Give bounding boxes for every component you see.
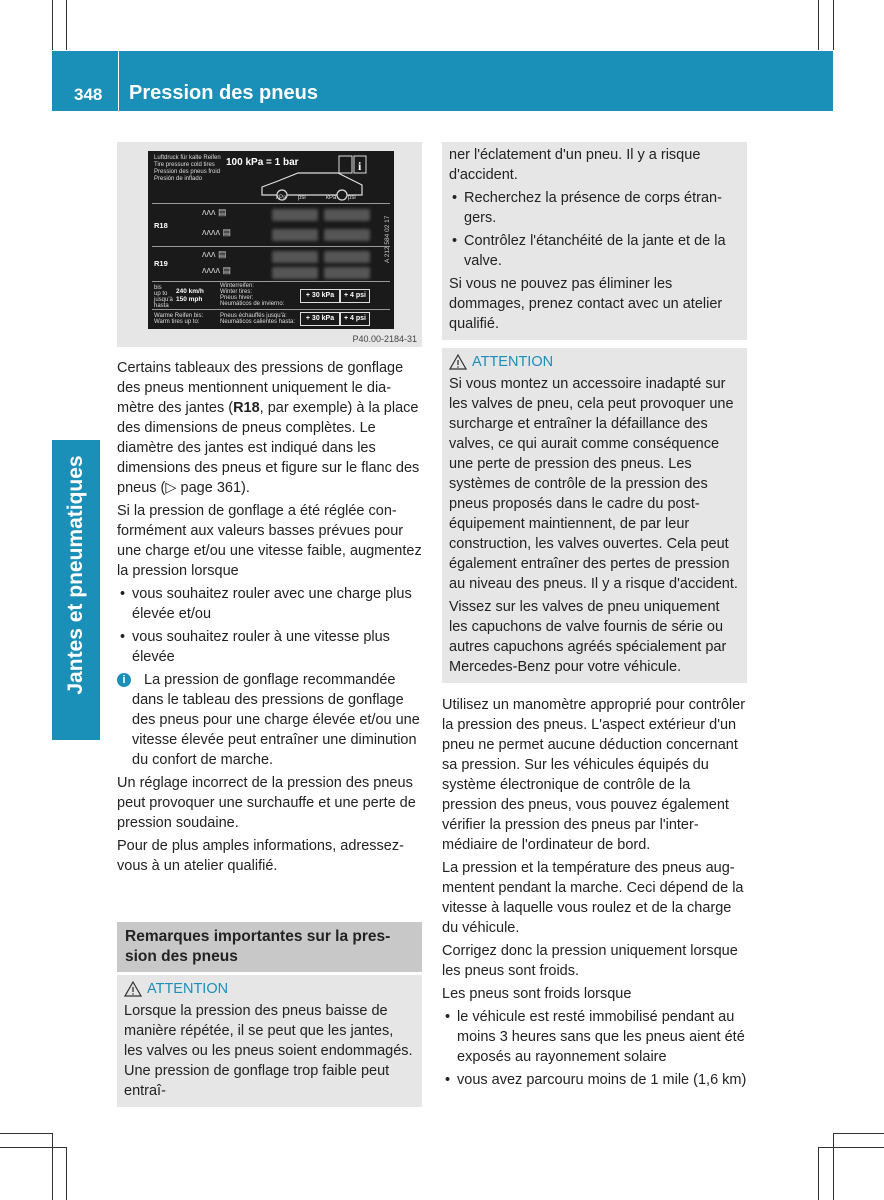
- rim-label: R19: [154, 259, 168, 268]
- load-icon: ᴧᴧᴧ ▤: [202, 249, 227, 259]
- page-title: Pression des pneus: [129, 82, 318, 104]
- crop-mark: [66, 0, 67, 50]
- speed-line: up to: [154, 291, 168, 297]
- tire-pressure-label: [148, 151, 394, 329]
- winter-line: Winterreifen:: [220, 283, 255, 289]
- book-info-icon: [338, 155, 368, 175]
- speed-line: bis: [154, 285, 162, 291]
- paragraph: Si vous ne pouvez pas éliminer les dommages, prenez contact avec un atelier qualifié.: [449, 276, 723, 332]
- load-icon: ᴧᴧᴧ ▤: [202, 207, 227, 217]
- figure-caption: P40.00-2184-31: [352, 334, 417, 344]
- plus-psi-box: + 4 psi: [340, 312, 370, 326]
- crop-mark: [818, 1147, 884, 1148]
- list-item: • Recherchez la présence de corps étrangers.: [449, 188, 740, 228]
- cold-line: Tire pressure cold tires: [154, 162, 215, 168]
- warm-line: Warme Reifen bis:: [154, 313, 204, 319]
- list-item: • Contrôlez l'étanchéité de la jante et de la valve.: [449, 231, 740, 271]
- unit-label: psi: [348, 195, 356, 201]
- warm-line: Neumáticos calientes hasta:: [220, 319, 296, 325]
- header-divider: [118, 51, 119, 111]
- crop-mark: [66, 1147, 67, 1200]
- plus-kpa-box: + 30 kPa: [300, 312, 340, 326]
- unit-label: kPa: [276, 195, 287, 201]
- winter-line: Winter tires:: [220, 289, 253, 295]
- plus-psi-box: + 4 psi: [340, 289, 370, 303]
- unit-label: psi: [298, 195, 306, 201]
- paragraph: ner l'éclatement d'un pneu. Il y a risque d'accident.: [449, 147, 701, 183]
- crop-mark: [818, 1147, 819, 1200]
- attention-box: [117, 975, 422, 1107]
- paragraph: La pression et la température des pneus augmentent pendant la marche. Ceci dépend de la vitesse à laquelle vous roulez et de la charge du véhicule.: [442, 860, 744, 936]
- body-text: [442, 695, 747, 1090]
- crop-mark: [0, 1133, 52, 1134]
- cold-line: Pression des pneus froid: [154, 169, 221, 175]
- tire-pressure-label-figure: [117, 142, 422, 347]
- rim-label: R18: [154, 221, 168, 230]
- speed-value: 150 mph: [176, 296, 203, 303]
- attention-text: Vissez sur les valves de pneu uniquement les capuchons de valve fournis de série ou autres capuchons agréés spécialement par Mercedes-Benz pour votre véhicule.: [449, 599, 727, 675]
- cold-line: Presión de inflado: [154, 176, 203, 182]
- winter-line: Pneus hiver:: [220, 295, 254, 301]
- load-icon: ᴧᴧᴧᴧ ▤: [202, 227, 232, 237]
- crop-mark: [818, 0, 819, 50]
- speed-line: hasta: [154, 303, 169, 309]
- cold-line: Luftdruck für kalte Reifen: [154, 155, 221, 161]
- crop-mark: [833, 1133, 834, 1200]
- speed-value: 240 km/h: [176, 288, 204, 295]
- label-code: A 212 584 02 17: [384, 215, 391, 263]
- right-column: [442, 142, 747, 1093]
- speed-line: jusqu'à: [154, 297, 173, 303]
- attention-heading: ATTENTION: [449, 352, 740, 372]
- page-number: 348: [74, 85, 103, 104]
- paragraph: Un réglage incorrect de la pression des pneus peut provoquer une surchauffe et une perte de pression soudaine.: [117, 775, 416, 831]
- crop-mark: [52, 1133, 53, 1200]
- svg-text:i: i: [358, 159, 362, 173]
- list-item: • le véhicule est resté immobilisé pendant au moins 3 heures sans que les pneus aient été exposés au rayonnement solaire: [442, 1007, 747, 1067]
- paragraph: Certains tableaux des pressions de gonflage des pneus mentionnent uniquement le diamètre des jantes (R18, par exemple) à la place des dimensions de pneus complètes. Le diamètre des jantes est indiqué dans les dimensions des pneus et figure sur le flanc des pneus (▷ page 361).: [117, 360, 420, 496]
- info-note: i La pression de gonflage recommandée dans le tableau des pressions de gonflage des pneus pour une charge élevée et/ou une vitesse élevée peut entraîner une diminution du confort de marche.: [117, 670, 422, 770]
- crop-mark: [0, 1147, 66, 1148]
- warning-triangle-icon: [124, 981, 142, 997]
- crop-mark: [833, 0, 834, 50]
- list-item: • vous avez parcouru moins de 1 mile (1,6 km): [442, 1070, 747, 1090]
- crop-mark: [833, 1133, 884, 1134]
- info-icon: i: [117, 673, 131, 687]
- winter-line: Neumáticos de invierno:: [220, 301, 285, 307]
- attention-box-continued: [442, 142, 747, 340]
- paragraph: Utilisez un manomètre approprié pour contrôler la pression des pneus. L'aspect extérieur d'un pneu ne permet aucune déduction concernant sa pression. Sur les véhicules équipés du système électronique de contrôle de la pression des pneus, vous pouvez également vérifier la pression des pneus par l'intermédiaire de l'ordinateur de bord.: [442, 697, 746, 853]
- unit-label: kPa: [326, 195, 337, 201]
- load-icon: ᴧᴧᴧᴧ ▤: [202, 265, 232, 275]
- paragraph: Corrigez donc la pression uniquement lorsque les pneus sont froids.: [442, 943, 738, 979]
- plus-kpa-box: + 30 kPa: [300, 289, 340, 303]
- warm-line: Warm tires up to:: [154, 319, 200, 325]
- list-item: • vous souhaitez rouler à une vitesse plus élevée: [117, 627, 422, 667]
- warm-line: Pneus échauffés jusqu'à:: [220, 313, 287, 319]
- attention-box: [442, 348, 747, 683]
- warning-triangle-icon: [449, 354, 467, 370]
- attention-text: Lorsque la pression des pneus baisse de manière répétée, il se peut que les jantes, les valves ou les pneus soient endommagés. Une pression de gonflage trop faible peut entraî-: [124, 1003, 413, 1099]
- paragraph: Pour de plus amples informations, adressez-vous à un atelier qualifié.: [117, 838, 404, 874]
- crop-mark: [52, 0, 53, 50]
- kpa-title: 100 kPa = 1 bar: [226, 157, 299, 168]
- left-column: [117, 358, 422, 879]
- paragraph: Si la pression de gonflage a été réglée conformément aux valeurs basses prévues pour une charge et/ou une vitesse faible, augmentez la pression lorsque: [117, 503, 422, 579]
- chapter-tab-label: Jantes et pneumatiques: [64, 455, 87, 695]
- attention-text: Si vous montez un accessoire inadapté sur les valves de pneu, cela peut provoquer une surcharge et entraîner la défaillance des valves, ce qui aurait comme conséquence une perte de pression des pneus. Les systèmes de contrôle de la pression des pneus proposés dans le cadre du post-équipement maintiennent, de par leur construction, les valves ouvertes. Cela peut également entraîner des pertes de pression au niveau des pneus. Il y a risque d'accident.: [449, 376, 738, 592]
- attention-heading: ATTENTION: [124, 979, 415, 999]
- list-item: • vous souhaitez rouler avec une charge plus élevée et/ou: [117, 584, 422, 624]
- section-heading: Remarques importantes sur la pression des pneus: [117, 922, 422, 972]
- paragraph: Les pneus sont froids lorsque: [442, 986, 632, 1002]
